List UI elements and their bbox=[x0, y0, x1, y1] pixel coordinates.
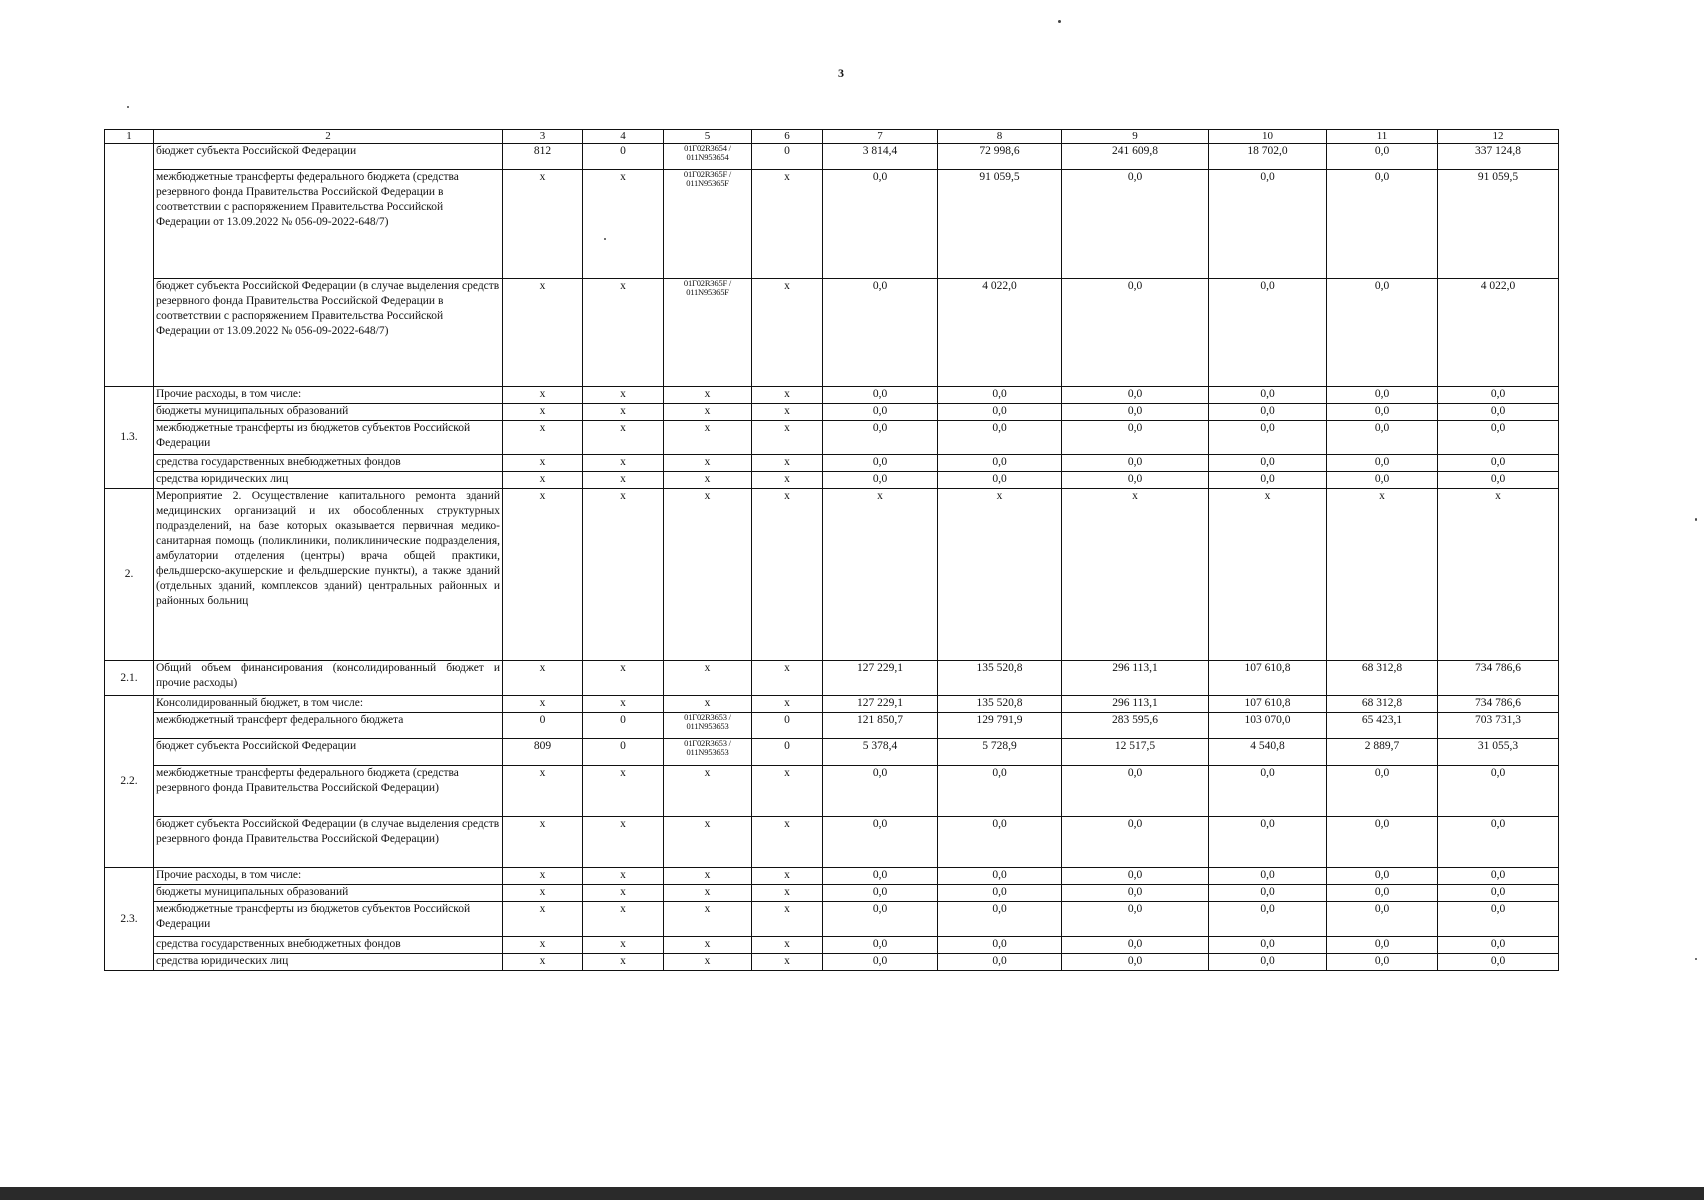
amount-cell: 0,0 bbox=[1062, 170, 1209, 279]
amount-cell: 0,0 bbox=[1327, 279, 1438, 387]
amount-cell: x bbox=[823, 489, 938, 661]
amount-cell: 0,0 bbox=[938, 817, 1062, 868]
amount-cell: 337 124,8 bbox=[1438, 144, 1559, 170]
section-number-cell bbox=[105, 144, 154, 387]
amount-cell: 0,0 bbox=[823, 404, 938, 421]
amount-cell: 0,0 bbox=[1209, 868, 1327, 885]
amount-cell: 4 022,0 bbox=[1438, 279, 1559, 387]
amount-cell: 0,0 bbox=[1209, 937, 1327, 954]
code-cell: x bbox=[503, 421, 583, 455]
row-label: бюджет субъекта Российской Федерации (в случае выделения средств резервного фонда Правительства Российской Федерации в соответствии с распоряжением Правительства Российской Федерации от 13.09.2022 № 056-09-2022-648/7) bbox=[154, 279, 503, 387]
code-cell: 809 bbox=[503, 739, 583, 766]
amount-cell: 0,0 bbox=[1438, 387, 1559, 404]
section-number-cell: 2.1. bbox=[105, 661, 154, 696]
amount-cell: 0,0 bbox=[938, 404, 1062, 421]
code-cell: x bbox=[752, 489, 823, 661]
amount-cell: 0,0 bbox=[1327, 937, 1438, 954]
code-cell: x bbox=[752, 279, 823, 387]
table-row bbox=[105, 766, 1559, 817]
table-row bbox=[105, 455, 1559, 472]
code-cell: x bbox=[664, 661, 752, 696]
code-cell: 0 bbox=[503, 713, 583, 739]
amount-cell: 121 850,7 bbox=[823, 713, 938, 739]
code-cell: x bbox=[503, 937, 583, 954]
code-cell: 0 bbox=[752, 713, 823, 739]
amount-cell: 0,0 bbox=[938, 421, 1062, 455]
code-cell: x bbox=[503, 472, 583, 489]
table-row bbox=[105, 696, 1559, 713]
amount-cell: 0,0 bbox=[823, 279, 938, 387]
code-cell: x bbox=[583, 885, 664, 902]
code-cell: x bbox=[752, 387, 823, 404]
column-number: 8 bbox=[938, 130, 1062, 144]
row-label: Общий объем финансирования (консолидированный бюджет и прочие расходы) bbox=[154, 661, 503, 696]
code-cell: x bbox=[664, 817, 752, 868]
amount-cell: 0,0 bbox=[938, 455, 1062, 472]
code-cell: x bbox=[503, 387, 583, 404]
amount-cell: 0,0 bbox=[823, 868, 938, 885]
amount-cell: 0,0 bbox=[1209, 170, 1327, 279]
code-cell: x bbox=[583, 817, 664, 868]
table-row bbox=[105, 489, 1559, 661]
code-cell: x bbox=[752, 421, 823, 455]
section-number-cell: 2.3. bbox=[105, 868, 154, 971]
column-number: 4 bbox=[583, 130, 664, 144]
amount-cell: 296 113,1 bbox=[1062, 696, 1209, 713]
amount-cell: 734 786,6 bbox=[1438, 696, 1559, 713]
code-cell: x bbox=[503, 902, 583, 937]
amount-cell: 5 728,9 bbox=[938, 739, 1062, 766]
amount-cell: 0,0 bbox=[1438, 937, 1559, 954]
amount-cell: 5 378,4 bbox=[823, 739, 938, 766]
section-number-cell: 1.3. bbox=[105, 387, 154, 489]
amount-cell: 0,0 bbox=[1209, 766, 1327, 817]
amount-cell: 0,0 bbox=[1327, 766, 1438, 817]
column-number: 3 bbox=[503, 130, 583, 144]
amount-cell: 0,0 bbox=[1209, 279, 1327, 387]
table-row bbox=[105, 279, 1559, 387]
amount-cell: 0,0 bbox=[938, 766, 1062, 817]
amount-cell: 0,0 bbox=[1438, 885, 1559, 902]
table-row bbox=[105, 404, 1559, 421]
amount-cell: 283 595,6 bbox=[1062, 713, 1209, 739]
code-cell: x bbox=[583, 387, 664, 404]
column-number-row bbox=[105, 130, 1559, 144]
amount-cell: 0,0 bbox=[1327, 387, 1438, 404]
code-cell: x bbox=[752, 661, 823, 696]
amount-cell: 0,0 bbox=[823, 387, 938, 404]
amount-cell: 0,0 bbox=[823, 902, 938, 937]
code-cell: x bbox=[503, 868, 583, 885]
amount-cell: 0,0 bbox=[1327, 421, 1438, 455]
budget-code-cell: 01Г02R3654 / 011N953654 bbox=[664, 144, 752, 170]
table-row bbox=[105, 713, 1559, 739]
amount-cell: 0,0 bbox=[1438, 868, 1559, 885]
amount-cell: 0,0 bbox=[1062, 868, 1209, 885]
amount-cell: 3 814,4 bbox=[823, 144, 938, 170]
column-number: 1 bbox=[105, 130, 154, 144]
code-cell: x bbox=[752, 455, 823, 472]
amount-cell: 0,0 bbox=[938, 937, 1062, 954]
amount-cell: x bbox=[1438, 489, 1559, 661]
code-cell: x bbox=[503, 455, 583, 472]
amount-cell: x bbox=[1062, 489, 1209, 661]
amount-cell: 0,0 bbox=[823, 170, 938, 279]
table-row bbox=[105, 937, 1559, 954]
code-cell: x bbox=[664, 885, 752, 902]
code-cell: x bbox=[583, 661, 664, 696]
amount-cell: 0,0 bbox=[823, 421, 938, 455]
amount-cell: 0,0 bbox=[1062, 279, 1209, 387]
code-cell: 0 bbox=[752, 144, 823, 170]
code-cell: x bbox=[503, 817, 583, 868]
code-cell: x bbox=[503, 170, 583, 279]
amount-cell: 129 791,9 bbox=[938, 713, 1062, 739]
budget-table bbox=[104, 129, 1559, 971]
amount-cell: 91 059,5 bbox=[1438, 170, 1559, 279]
table-row bbox=[105, 817, 1559, 868]
table-row bbox=[105, 661, 1559, 696]
amount-cell: 107 610,8 bbox=[1209, 696, 1327, 713]
code-cell: x bbox=[752, 937, 823, 954]
scan-speck bbox=[1695, 518, 1697, 521]
amount-cell: 0,0 bbox=[1062, 387, 1209, 404]
budget-code-cell: 01Г02R3653 / 011N953653 bbox=[664, 739, 752, 766]
code-cell: x bbox=[752, 472, 823, 489]
amount-cell: 18 702,0 bbox=[1209, 144, 1327, 170]
code-cell: x bbox=[752, 766, 823, 817]
amount-cell: 12 517,5 bbox=[1062, 739, 1209, 766]
amount-cell: 65 423,1 bbox=[1327, 713, 1438, 739]
amount-cell: 127 229,1 bbox=[823, 661, 938, 696]
code-cell: x bbox=[664, 387, 752, 404]
code-cell: x bbox=[752, 954, 823, 971]
row-label: бюджет субъекта Российской Федерации (в случае выделения средств резервного фонда Правительства Российской Федерации) bbox=[154, 817, 503, 868]
amount-cell: 296 113,1 bbox=[1062, 661, 1209, 696]
code-cell: x bbox=[664, 472, 752, 489]
amount-cell: 0,0 bbox=[1062, 937, 1209, 954]
row-label: Прочие расходы, в том числе: bbox=[154, 387, 503, 404]
amount-cell: 0,0 bbox=[1327, 455, 1438, 472]
amount-cell: 0,0 bbox=[823, 817, 938, 868]
code-cell: x bbox=[583, 868, 664, 885]
budget-code-cell: 01Г02R365F / 011N95365F bbox=[664, 279, 752, 387]
amount-cell: 0,0 bbox=[1209, 472, 1327, 489]
amount-cell: 0,0 bbox=[1438, 455, 1559, 472]
amount-cell: 0,0 bbox=[938, 472, 1062, 489]
code-cell: x bbox=[503, 661, 583, 696]
column-number: 9 bbox=[1062, 130, 1209, 144]
amount-cell: 0,0 bbox=[1062, 404, 1209, 421]
code-cell: x bbox=[752, 696, 823, 713]
page-number: 3 bbox=[838, 66, 844, 80]
amount-cell: 0,0 bbox=[1438, 817, 1559, 868]
amount-cell: 4 540,8 bbox=[1209, 739, 1327, 766]
column-number: 7 bbox=[823, 130, 938, 144]
code-cell: x bbox=[583, 954, 664, 971]
amount-cell: 0,0 bbox=[938, 885, 1062, 902]
amount-cell: 0,0 bbox=[1327, 144, 1438, 170]
amount-cell: 0,0 bbox=[1327, 472, 1438, 489]
amount-cell: 0,0 bbox=[1327, 954, 1438, 971]
code-cell: x bbox=[583, 455, 664, 472]
amount-cell: 135 520,8 bbox=[938, 661, 1062, 696]
row-label: Консолидированный бюджет, в том числе: bbox=[154, 696, 503, 713]
row-label: средства юридических лиц bbox=[154, 472, 503, 489]
code-cell: x bbox=[583, 404, 664, 421]
amount-cell: 0,0 bbox=[1209, 885, 1327, 902]
code-cell: x bbox=[503, 766, 583, 817]
table-row bbox=[105, 954, 1559, 971]
scan-speck bbox=[127, 106, 129, 108]
table-row bbox=[105, 170, 1559, 279]
amount-cell: 0,0 bbox=[938, 954, 1062, 971]
code-cell: x bbox=[664, 766, 752, 817]
amount-cell: 0,0 bbox=[1327, 885, 1438, 902]
code-cell: x bbox=[583, 766, 664, 817]
amount-cell: 0,0 bbox=[1438, 902, 1559, 937]
table-row bbox=[105, 902, 1559, 937]
amount-cell: 68 312,8 bbox=[1327, 696, 1438, 713]
column-number: 12 bbox=[1438, 130, 1559, 144]
budget-code-cell: 01Г02R365F / 011N95365F bbox=[664, 170, 752, 279]
amount-cell: 135 520,8 bbox=[938, 696, 1062, 713]
column-number: 5 bbox=[664, 130, 752, 144]
code-cell: x bbox=[583, 170, 664, 279]
amount-cell: 0,0 bbox=[1327, 817, 1438, 868]
column-number: 6 bbox=[752, 130, 823, 144]
table-row bbox=[105, 472, 1559, 489]
amount-cell: 0,0 bbox=[1209, 387, 1327, 404]
table-row bbox=[105, 885, 1559, 902]
code-cell: x bbox=[503, 404, 583, 421]
amount-cell: 0,0 bbox=[823, 455, 938, 472]
code-cell: x bbox=[583, 489, 664, 661]
amount-cell: 0,0 bbox=[938, 902, 1062, 937]
amount-cell: 0,0 bbox=[1062, 885, 1209, 902]
amount-cell: 103 070,0 bbox=[1209, 713, 1327, 739]
code-cell: x bbox=[503, 279, 583, 387]
amount-cell: 0,0 bbox=[1438, 954, 1559, 971]
amount-cell: 0,0 bbox=[823, 766, 938, 817]
row-label: межбюджетные трансферты из бюджетов субъектов Российской Федерации bbox=[154, 421, 503, 455]
section-number-cell: 2.2. bbox=[105, 696, 154, 868]
amount-cell: 0,0 bbox=[1062, 472, 1209, 489]
code-cell: x bbox=[583, 696, 664, 713]
row-label: бюджеты муниципальных образований bbox=[154, 885, 503, 902]
amount-cell: 2 889,7 bbox=[1327, 739, 1438, 766]
row-label: средства государственных внебюджетных фондов bbox=[154, 937, 503, 954]
amount-cell: 0,0 bbox=[1209, 902, 1327, 937]
scan-speck bbox=[1058, 20, 1061, 23]
amount-cell: 0,0 bbox=[1062, 817, 1209, 868]
amount-cell: 0,0 bbox=[823, 472, 938, 489]
code-cell: x bbox=[752, 902, 823, 937]
table-row bbox=[105, 144, 1559, 170]
row-label: средства юридических лиц bbox=[154, 954, 503, 971]
amount-cell: 0,0 bbox=[823, 885, 938, 902]
code-cell: x bbox=[664, 902, 752, 937]
code-cell: 0 bbox=[583, 713, 664, 739]
code-cell: x bbox=[583, 472, 664, 489]
amount-cell: 0,0 bbox=[1209, 954, 1327, 971]
code-cell: 0 bbox=[583, 739, 664, 766]
amount-cell: 31 055,3 bbox=[1438, 739, 1559, 766]
row-label: межбюджетные трансферты федерального бюджета (средства резервного фонда Правительства Российской Федерации) bbox=[154, 766, 503, 817]
amount-cell: 0,0 bbox=[1327, 902, 1438, 937]
amount-cell: x bbox=[938, 489, 1062, 661]
code-cell: x bbox=[664, 404, 752, 421]
amount-cell: 68 312,8 bbox=[1327, 661, 1438, 696]
code-cell: x bbox=[583, 937, 664, 954]
amount-cell: 0,0 bbox=[938, 868, 1062, 885]
table-row bbox=[105, 868, 1559, 885]
amount-cell: 0,0 bbox=[1062, 455, 1209, 472]
amount-cell: 734 786,6 bbox=[1438, 661, 1559, 696]
code-cell: x bbox=[503, 696, 583, 713]
row-label: межбюджетные трансферты федерального бюджета (средства резервного фонда Правительства Российской Федерации в соответствии с распоряжением Правительства Российской Федерации от 13.09.2022 № 056-09-2022-648/7) bbox=[154, 170, 503, 279]
code-cell: x bbox=[503, 954, 583, 971]
budget-code-cell: 01Г02R3653 / 011N953653 bbox=[664, 713, 752, 739]
row-label: межбюджетные трансферты из бюджетов субъектов Российской Федерации bbox=[154, 902, 503, 937]
row-label: бюджет субъекта Российской Федерации bbox=[154, 144, 503, 170]
code-cell: 0 bbox=[583, 144, 664, 170]
code-cell: x bbox=[752, 885, 823, 902]
amount-cell: 107 610,8 bbox=[1209, 661, 1327, 696]
amount-cell: x bbox=[1327, 489, 1438, 661]
code-cell: x bbox=[664, 868, 752, 885]
amount-cell: 0,0 bbox=[1438, 472, 1559, 489]
code-cell: x bbox=[583, 902, 664, 937]
code-cell: x bbox=[664, 954, 752, 971]
amount-cell: 0,0 bbox=[1209, 421, 1327, 455]
amount-cell: 703 731,3 bbox=[1438, 713, 1559, 739]
code-cell: x bbox=[503, 489, 583, 661]
amount-cell: 91 059,5 bbox=[938, 170, 1062, 279]
amount-cell: 0,0 bbox=[1062, 421, 1209, 455]
code-cell: 812 bbox=[503, 144, 583, 170]
amount-cell: 0,0 bbox=[1062, 766, 1209, 817]
code-cell: x bbox=[664, 937, 752, 954]
column-number: 10 bbox=[1209, 130, 1327, 144]
amount-cell: 0,0 bbox=[938, 387, 1062, 404]
scan-speck bbox=[1695, 958, 1697, 960]
amount-cell: 0,0 bbox=[1062, 954, 1209, 971]
table-row bbox=[105, 421, 1559, 455]
table-row bbox=[105, 387, 1559, 404]
amount-cell: 0,0 bbox=[1327, 170, 1438, 279]
amount-cell: 0,0 bbox=[1438, 421, 1559, 455]
code-cell: x bbox=[752, 170, 823, 279]
table-row bbox=[105, 739, 1559, 766]
code-cell: x bbox=[752, 817, 823, 868]
code-cell: x bbox=[503, 885, 583, 902]
amount-cell: 72 998,6 bbox=[938, 144, 1062, 170]
row-label: межбюджетный трансферт федерального бюджета bbox=[154, 713, 503, 739]
amount-cell: 0,0 bbox=[1438, 404, 1559, 421]
amount-cell: 0,0 bbox=[1209, 817, 1327, 868]
code-cell: x bbox=[752, 404, 823, 421]
amount-cell: x bbox=[1209, 489, 1327, 661]
amount-cell: 0,0 bbox=[823, 937, 938, 954]
amount-cell: 0,0 bbox=[1327, 868, 1438, 885]
amount-cell: 4 022,0 bbox=[938, 279, 1062, 387]
code-cell: x bbox=[664, 455, 752, 472]
row-label: средства государственных внебюджетных фондов bbox=[154, 455, 503, 472]
amount-cell: 0,0 bbox=[1209, 404, 1327, 421]
code-cell: x bbox=[664, 421, 752, 455]
amount-cell: 0,0 bbox=[1062, 902, 1209, 937]
code-cell: x bbox=[752, 868, 823, 885]
row-label: бюджеты муниципальных образований bbox=[154, 404, 503, 421]
code-cell: x bbox=[583, 279, 664, 387]
code-cell: x bbox=[664, 489, 752, 661]
amount-cell: 0,0 bbox=[1438, 766, 1559, 817]
row-label: Мероприятие 2. Осуществление капитального ремонта зданий медицинских организаций и их обособленных структурных подразделений, на базе которых оказывается первичная медико-санитарная помощь (поликлиники, поликлинические подразделения, амбулатории отделения (центры) врача общей практики, фельдшерско-акушерские и фельдшерские пункты), а также зданий (отдельных зданий, комплексов зданий) центральных районных и районных больниц bbox=[154, 489, 503, 661]
scan-bottom-edge bbox=[0, 1187, 1704, 1200]
section-number-cell: 2. bbox=[105, 489, 154, 661]
amount-cell: 0,0 bbox=[1209, 455, 1327, 472]
row-label: бюджет субъекта Российской Федерации bbox=[154, 739, 503, 766]
row-label: Прочие расходы, в том числе: bbox=[154, 868, 503, 885]
code-cell: x bbox=[664, 696, 752, 713]
column-number: 2 bbox=[154, 130, 503, 144]
code-cell: x bbox=[583, 421, 664, 455]
column-number: 11 bbox=[1327, 130, 1438, 144]
amount-cell: 127 229,1 bbox=[823, 696, 938, 713]
amount-cell: 0,0 bbox=[1327, 404, 1438, 421]
code-cell: 0 bbox=[752, 739, 823, 766]
amount-cell: 241 609,8 bbox=[1062, 144, 1209, 170]
amount-cell: 0,0 bbox=[823, 954, 938, 971]
